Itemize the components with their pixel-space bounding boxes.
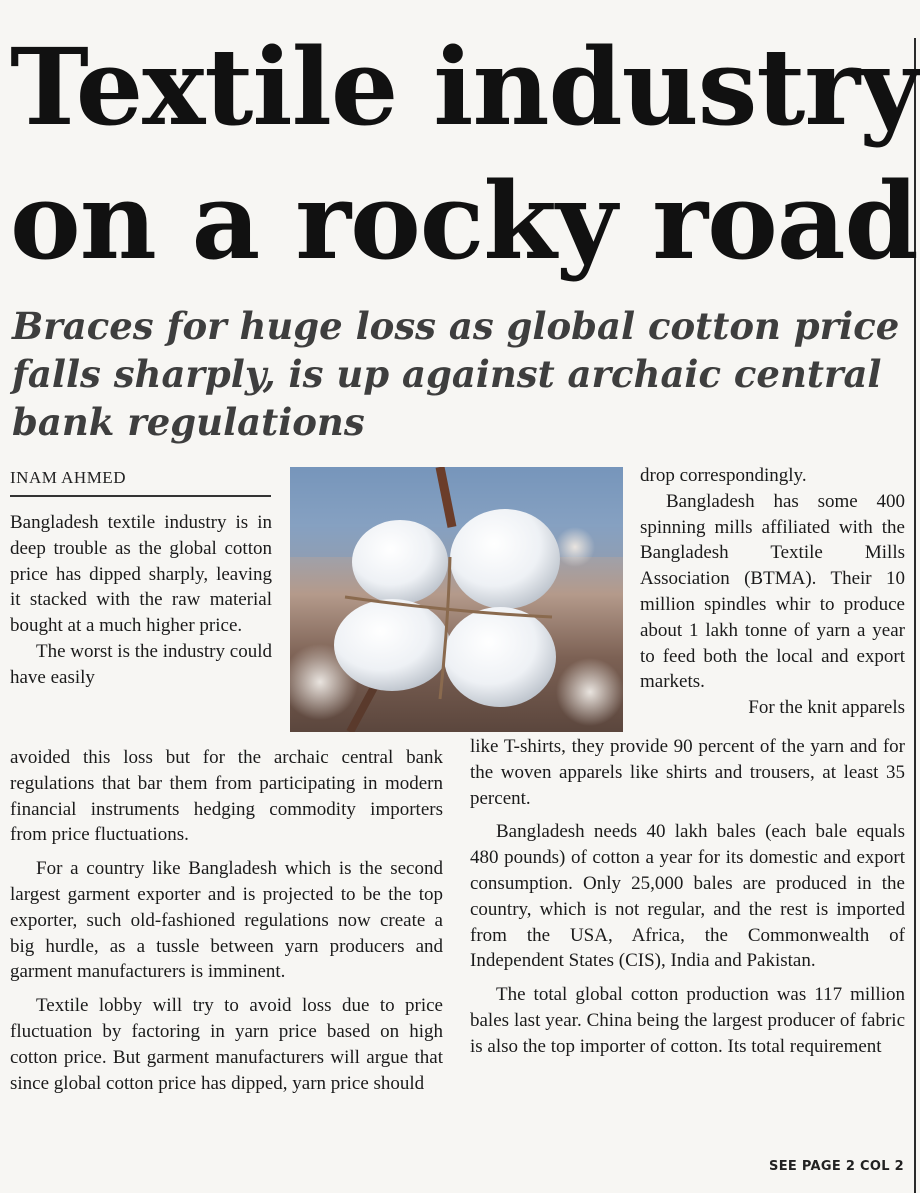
cotton-boll-photo bbox=[290, 467, 623, 732]
article-paragraph: drop correspondingly. bbox=[640, 465, 807, 486]
article-column-left-bottom bbox=[10, 745, 443, 1096]
article-column-right-bottom bbox=[470, 734, 905, 1060]
article-column-left-top bbox=[10, 510, 272, 691]
article-paragraph: For the knit apparels bbox=[748, 697, 905, 719]
article-column-right-top bbox=[640, 463, 905, 721]
article-paragraph: The total global cotton production was 117 million bales last year. China being the largest producer of fabric is also the top importer of cotton. Its total requirement bbox=[470, 984, 905, 1057]
byline-rule bbox=[10, 495, 271, 497]
continued-jump-line: SEE PAGE 2 COL 2 bbox=[769, 1159, 904, 1174]
article-paragraph: Textile lobby will try to avoid loss due to price fluctuation by factoring in yarn price based on high cotton price. But garment manufacturers will argue that since global cotton price has dipped, yarn price should bbox=[10, 995, 443, 1094]
article-paragraph: Bangladesh needs 40 lakh bales (each bale equals 480 pounds) of cotton a year for its domestic and export consumption. Only 25,000 bales are produced in the country, which is not regular, and the rest is imported from the USA, Africa, the Commonwealth of Independent States (CIS), India and Pakistan. bbox=[470, 821, 905, 972]
article-paragraph: avoided this loss but for the archaic central bank regulations that bar them from participating in modern financial instruments hedging commodity importers from price fluctuations. bbox=[10, 747, 443, 846]
deck-subheadline: Braces for huge loss as global cotton price falls sharply, is up against archaic central bank regulations bbox=[12, 304, 900, 444]
article-paragraph: For a country like Bangladesh which is the second largest garment exporter and is projected to be the top exporter, such old-fashioned regulations now create a big hurdle, as a tussle between yarn producers and garment manufacturers is imminent. bbox=[10, 858, 443, 983]
article-paragraph: The worst is the industry could have easily bbox=[10, 640, 272, 688]
cotton-boll-image bbox=[290, 467, 623, 732]
article-paragraph: Bangladesh has some 400 spinning mills affiliated with the Bangladesh Textile Mills Association (BTMA). Their 10 million spindles whir to produce about 1 lakh tonne of yarn a year to feed both the local and export markets. bbox=[640, 490, 905, 693]
headline-line-2: on a rocky road bbox=[10, 158, 918, 283]
article-paragraph: like T-shirts, they provide 90 percent of the yarn and for the woven apparels like shirts and trousers, at least 35 percent. bbox=[470, 736, 905, 809]
headline-line-1: Textile industry bbox=[10, 24, 920, 149]
byline: INAM AHMED bbox=[10, 468, 126, 487]
article-paragraph: Bangladesh textile industry is in deep trouble as the global cotton price has dipped sharply, leaving it stacked with the raw material bought at a much higher price. bbox=[10, 512, 272, 637]
